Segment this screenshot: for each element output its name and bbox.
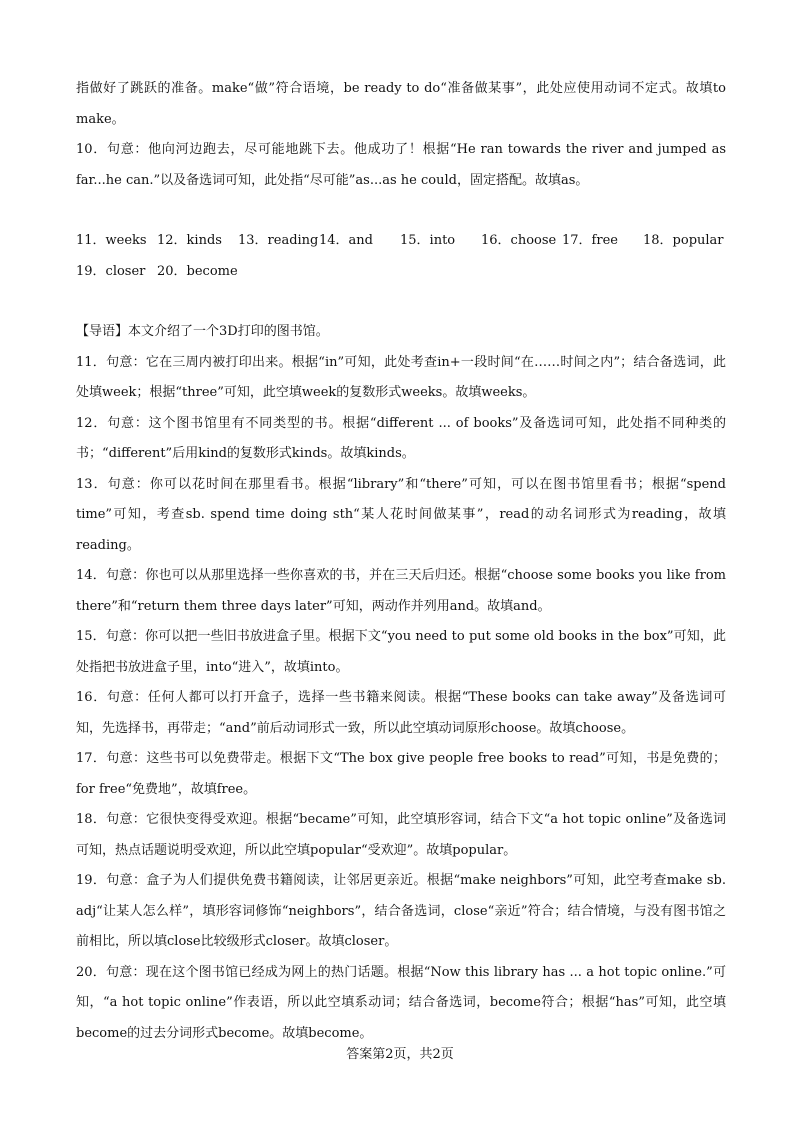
page-content — [76, 74, 726, 1049]
explanation-12: 12．句意：这个图书馆里有不同类型的书。根据“different ... of books”及备选词可知，此处指不同种类的书；“different”后用kind的复数形式kinds。故填kinds。 — [76, 415, 726, 461]
explanation-13: 13．句意：你可以花时间在那里看书。根据“library”和“there”可知，可以在图书馆里看书；根据“spend time”可知，考查sb. spend time doing sth“某人花时间做某事”，read的动名词形式为reading，故填reading。 — [76, 476, 726, 553]
answer-key — [76, 226, 726, 287]
explanation-14: 14．句意：你也可以从那里选择一些你喜欢的书，并在三天后归还。根据“choose some books you like from there”和“return them three days later”可知，两动作并列用and。故填and。 — [76, 568, 726, 614]
spacer — [76, 287, 726, 317]
answer-item: 17．free — [562, 233, 618, 248]
answer-item: 19．closer — [76, 263, 146, 279]
answer-item: 18．popular — [643, 233, 724, 248]
explanation-19: 19．句意：盒子为人们提供免费书籍阅读，让邻居更亲近。根据“make neighbors”可知，此空考查make sb. adj“让某人怎么样”，填形容词修饰“neighbors”，结合备选词，close“亲近”符合；结合情境，与没有图书馆之前相比，所以填close比较级形式closer。故填closer。 — [76, 873, 726, 949]
spacer — [76, 196, 726, 226]
explanation-11: 11．句意：它在三周内被打印出来。根据“in”可知，此处考查in+一段时间“在……时间之内”；结合备选词，此处填week；根据“three”可知，此空填week的复数形式weeks。故填weeks。 — [76, 354, 726, 400]
answer-item: 20．become — [157, 263, 238, 279]
answer-item: 14．and — [319, 233, 373, 248]
answer-item: 16．choose — [481, 233, 557, 248]
explanation-15: 15．句意：你可以把一些旧书放进盒子里。根据下文“you need to put some old books in the box”可知，此处指把书放进盒子里，into“进入”，故填into。 — [76, 629, 726, 675]
explanation-20: 20．句意：现在这个图书馆已经成为网上的热门话题。根据“Now this library has ... a hot topic online.”可知，“a hot topic online”作表语，所以此空填系动词；结合备选词，become符合；根据“has”可知，此空填become的过去分词形式become。故填become。 — [76, 964, 726, 1041]
answer-item: 13．reading — [238, 233, 319, 248]
paragraph-q10: 10．句意：他向河边跑去，尽可能地跳下去。他成功了！根据“He ran towards the river and jumped as far...he can.”以及备选词可知，此处指“尽可能”as...as he could，固定搭配。故填as。 — [76, 142, 726, 188]
explanation-16: 16．句意：任何人都可以打开盒子，选择一些书籍来阅读。根据“These books can take away”及备选词可知，先选择书，再带走；“and”前后动词形式一致，所以此空填动词原形choose。故填choose。 — [76, 690, 726, 736]
answer-item: 15．into — [400, 233, 456, 248]
paragraph-q9-tail: 指做好了跳跃的准备。make“做”符合语境，be ready to do“准备做某事”，此处应使用动词不定式。故填to make。 — [76, 81, 726, 127]
explanation-18: 18．句意：它很快变得受欢迎。根据“became”可知，此空填形容词，结合下文“a hot topic online”及备选词可知，热点话题说明受欢迎，所以此空填popular“受欢迎”。故填popular。 — [76, 812, 726, 858]
explanation-17: 17．句意：这些书可以免费带走。根据下文“The box give people free books to read”可知，书是免费的；for free“免费地”，故填free。 — [76, 751, 726, 797]
answer-item: 11．weeks — [76, 233, 147, 248]
page-footer: 答案第2页，共2页 — [346, 1047, 454, 1062]
intro-paragraph: 【导语】本文介绍了一个3D打印的图书馆。 — [76, 324, 329, 339]
answer-item: 12．kinds — [157, 233, 222, 248]
